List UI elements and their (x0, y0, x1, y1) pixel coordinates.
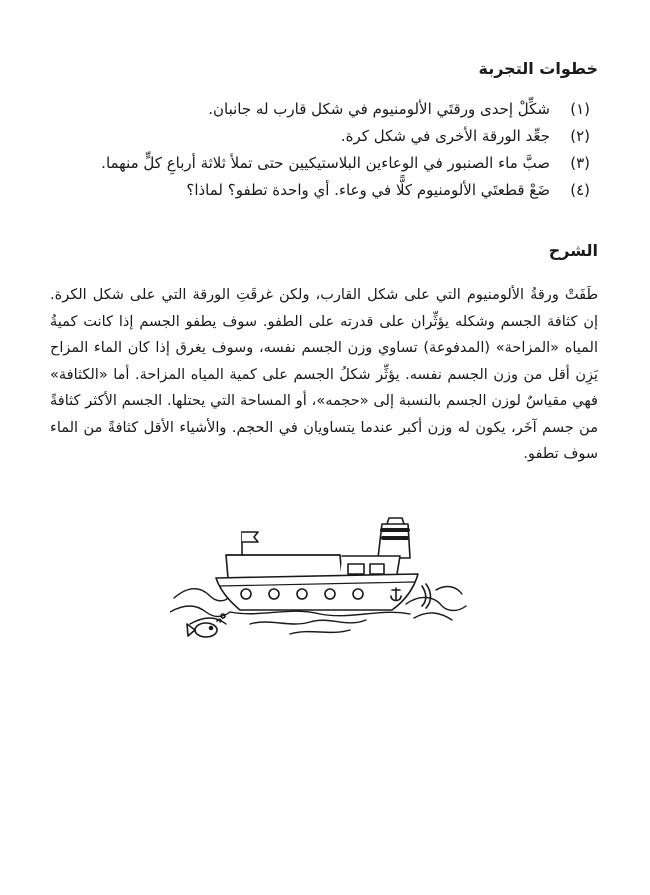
step-item (50, 150, 590, 177)
step-text: شكِّلْ إحدى ورقتَي الألومنيوم في شكل قارب له جانبان. (208, 100, 550, 118)
funnel-shape (378, 518, 410, 558)
boat-illustration (170, 500, 470, 650)
step-number: (٤) (570, 181, 590, 199)
steps-list (50, 96, 590, 204)
step-text: جعِّد الورقة الأخرى في شكل كرة. (340, 127, 550, 145)
step-text: صبَّ ماء الصنبور في الوعاءين البلاستيكيين حتى تملأ ثلاثة أرباعِ كلٍّ منهما. (101, 154, 550, 172)
step-number: (٣) (570, 154, 590, 172)
step-text: ضَعْ قطعتَي الألومنيوم كلًّا في وعاء. أي واحدة تطفو؟ لماذا؟ (186, 181, 550, 199)
flag-shape (242, 532, 258, 555)
step-number: (١) (570, 100, 590, 118)
fish-shape (187, 614, 225, 637)
explanation-heading: الشرح (548, 241, 598, 260)
step-item (50, 123, 590, 150)
step-number: (٢) (570, 127, 590, 145)
step-item (50, 177, 590, 204)
explanation-paragraph: طَفَتْ ورقةُ الألومنيوم التي على شكل القارب، ولكن غرقَتِ الورقة التي على شكل الكرة. إن كثافة الجسم وشكله يؤثِّران على قدرته على الطفو. سوف يطفو الجسم إذا كانت كميةُ المياه «المزاحة» (المدفوعة) تساوي وزن الجسم نفسه، وسوف يغرق إذا كان الماء المزاح يَزِن أقل من وزن الجسم نفسه. يؤثِّر شكلُ الجسم على كمية المياه المزاحة. أما «الكثافة» فهي مقياسٌ لوزن الجسم بالنسبة إلى «حجمه»، أو المساحة التي يحتلها. الجسم الأكثر كثافةً من جسم آخَر، يكون له وزن أكبر عندما يتساويان في الحجم. والأشياء الأقل كثافةً من الماء سوف تطفو. (50, 287, 598, 462)
hull-shape (216, 574, 431, 610)
step-item (50, 96, 590, 123)
steps-heading: خطوات التجربة (478, 59, 598, 78)
